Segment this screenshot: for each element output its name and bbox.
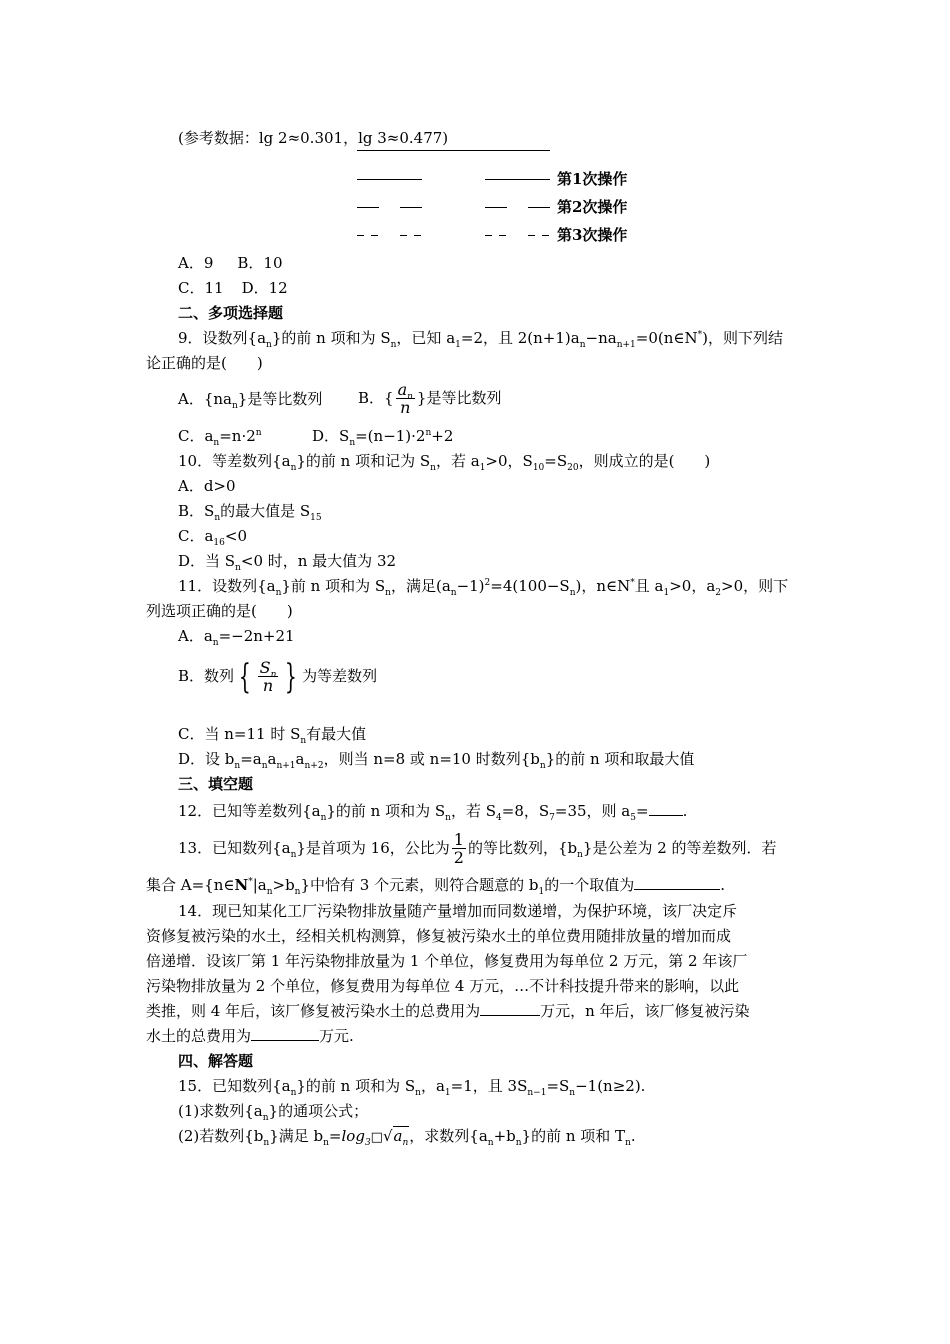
q15-stem: 15．已知数列$\{a_n\}$的前 n 项和为 $S_n$，$a_1=1$，且 $3S_{n-1}=S_n-1(n\ge 2)$. <box>178 1077 646 1098</box>
segment-op2-d <box>528 207 550 208</box>
op1-label: 第1次操作 <box>557 170 628 188</box>
q9-option-d: D．$S_n=(n-1)\cdot 2^n+2$ <box>312 427 454 448</box>
fraction-sn-over-n: $\frac{S_n}{n}$ <box>259 658 277 695</box>
q14-answer-blank-1[interactable] <box>480 1001 540 1016</box>
q11-option-d: D．设 $b_n=a_na_{n+1}a_{n+2}$，则当 n=8 或 n=10 时数列$\{b_n\}$的前 n 项和取最大值 <box>178 750 695 771</box>
q10-stem: 10．等差数列$\{a_n\}$的前 n 项和记为 $S_n$，若 $a_1>0$，$S_{10}=S_{20}$，则成立的是( ) <box>178 452 711 473</box>
segment-op3-d <box>414 235 421 236</box>
q9-stem-line1: 9．设数列$\{a_n\}$的前 n 项和为 $S_n$，已知 $a_1=2$，且 $2(n+1)a_n-na_{n+1}=0(n\in N^*)$，则下列结 <box>178 329 783 350</box>
segment-op3-f <box>499 235 506 236</box>
q13-stem-line1: 13．已知数列$\{a_n\}$是首项为 16，公比为 $\frac{1}{2}$ 的等比数列，$\{b_n\}$是公差为 2 的等差数列．若 <box>178 830 777 867</box>
segment-op3-a <box>357 235 364 236</box>
segment-op3-e <box>485 235 492 236</box>
segment-op1-right <box>485 179 550 180</box>
q12-stem: 12．已知等差数列$\{a_n\}$的前 n 项和为 $S_n$，若 $S_4=8$，$S_7=35$，则 $a_5=$ . <box>178 802 688 823</box>
op2-label: 第2次操作 <box>557 198 628 216</box>
q8-option-c: C．11 <box>178 279 224 297</box>
q8-option-b: B．10 <box>237 254 283 272</box>
log-expression: $\log_3□√a_n$ <box>341 1127 409 1148</box>
segment-op3-g <box>528 235 535 236</box>
q14-line2: 资修复被污染的水土，经相关机构测算，修复被污染水土的单位费用随排放量的增加而成 <box>146 927 732 945</box>
section-multiple-choice: 二、多项选择题 <box>178 304 284 322</box>
q8-options-row1 <box>178 253 283 273</box>
q14-line6: 水土的总费用为 万元. <box>146 1027 354 1045</box>
segment-op2-b <box>400 207 422 208</box>
q14-line5: 类推，则 4 年后，该厂修复被污染水土的总费用为 万元，n 年后，该厂修复被污染 <box>146 1002 750 1020</box>
reference-data: (参考数据：lg 2≈0.301，lg 3≈0.477) <box>178 129 449 147</box>
q14-line3: 倍递增．设该厂第 1 年污染物排放量为 1 个单位，修复费用为每单位 2 万元，第 2 年该厂 <box>146 952 748 970</box>
q9-option-c: C．$a_n=n\cdot 2^n$ <box>178 427 262 448</box>
segment-op1-left <box>357 179 422 180</box>
segment-op3-c <box>400 235 407 236</box>
q11-stem-line1: 11．设数列$\{a_n\}$前 n 项和为 $S_n$，满足$(a_n-1)^2=4(100-S_n)$，n∈N*且 $a_1>0$，$a_2>0$，则下 <box>178 577 789 598</box>
segment-op2-c <box>485 207 507 208</box>
segment-op3-b <box>371 235 378 236</box>
q15-part1: (1)求数列$\{a_n\}$的通项公式； <box>178 1102 369 1123</box>
q11-option-c: C．当 n=11 时 $S_n$有最大值 <box>178 725 367 746</box>
q11-option-a: A．$a_n=-2n+21$ <box>178 627 295 648</box>
q8-options-row2 <box>178 278 288 298</box>
op3-label: 第3次操作 <box>557 226 628 244</box>
left-brace: { <box>238 657 251 697</box>
segment-op2-a <box>357 207 379 208</box>
right-brace: } <box>285 657 298 697</box>
q9-option-a: A．$\{na_n\}$是等比数列 <box>178 390 323 411</box>
q14-answer-blank-2[interactable] <box>251 1026 319 1041</box>
q12-answer-blank[interactable] <box>649 801 683 816</box>
segment-line-original <box>357 150 550 151</box>
q13-stem-line2: 集合 $A=\{n\in N^*|a_n>b_n\}$中恰有 3 个元素，则符合题意的 $b_1$的一个取值为 . <box>146 876 725 897</box>
q10-option-a: A．d>0 <box>178 477 236 495</box>
q8-option-a: A．9 <box>178 254 214 272</box>
fraction-one-half: $\frac{1}{2}$ <box>453 830 464 867</box>
q10-option-d: D．当 $S_n<0$ 时，n 最大值为 32 <box>178 552 397 573</box>
q15-part2: (2)若数列$\{b_n\}$满足 $b_n=\log_3□√a_n$，求数列$\{a_n+b_n\}$的前 n 项和 $T_n$. <box>178 1127 636 1148</box>
q10-option-b: B．$S_n$的最大值是 $S_{15}$ <box>178 502 322 523</box>
q11-stem-line2: 列选项正确的是( ) <box>146 602 293 620</box>
segment-op3-h <box>542 235 549 236</box>
q14-line4: 污染物排放量为 2 个单位，修复费用为每单位 4 万元，…不计科技提升带来的影响，以此 <box>146 977 740 995</box>
q13-answer-blank[interactable] <box>634 875 720 890</box>
q9-stem-line2: 论正确的是( ) <box>146 354 263 372</box>
q10-option-c: C．$a_{16}<0$ <box>178 527 247 548</box>
section-answers: 四、解答题 <box>178 1052 254 1070</box>
q14-line1: 14．现已知某化工厂污染物排放量随产量增加而同数递增，为保护环境，该厂决定斥 <box>178 902 738 920</box>
q11-option-b: B．数列 { $\frac{S_n}{n}$ } 为等差数列 <box>178 657 378 697</box>
q9-option-b: B．{ $\frac{a_n}{n}$ }是等比数列 <box>358 380 502 417</box>
section-fill-in: 三、填空题 <box>178 775 254 793</box>
fraction-an-over-n: $\frac{a_n}{n}$ <box>397 380 413 417</box>
q8-option-d: D．12 <box>241 279 288 297</box>
